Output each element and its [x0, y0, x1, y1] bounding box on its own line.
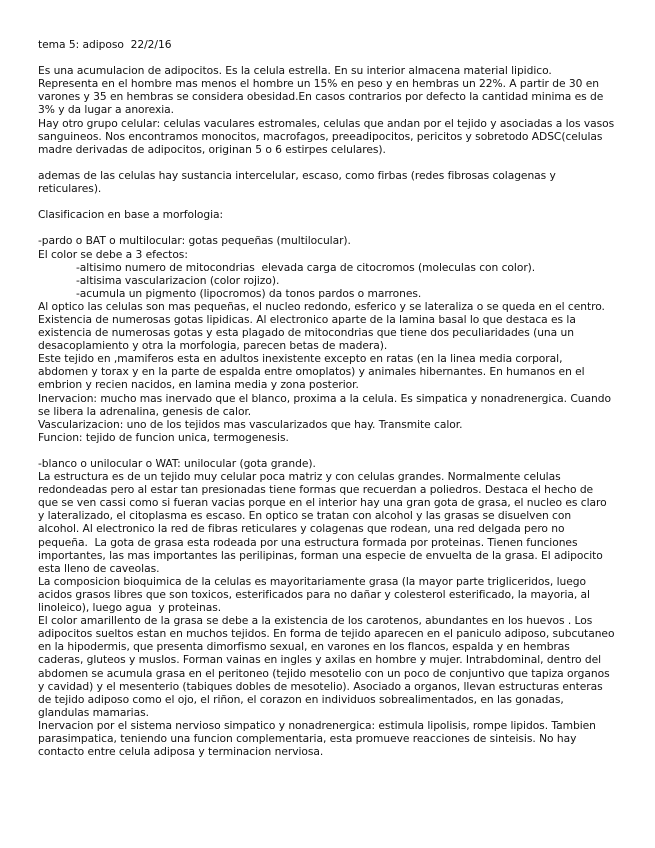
text-line: importantes, las mas importantes las perilipinas, forman una especie de envuelta de la grasa. El adipocito	[38, 548, 603, 562]
text-line: Es una acumulacion de adipocitos. Es la celula estrella. En su interior almacena material lipidico.	[38, 64, 552, 78]
text-line: Este tejido en ,mamiferos esta en adultos inexistente excepto en ratas (en la linea media corporal,	[38, 352, 563, 366]
text-line: caderas, gluteos y muslos. Forman vainas en ingles y axilas en hombre y mujer. Intrabdominal, dentro del	[38, 653, 602, 667]
text-line: pequeña. La gota de grasa esta rodeada por una estructura formada por proteinas. Tienen funciones	[38, 535, 578, 549]
text-line: linoleico), luego agua y proteinas.	[38, 601, 222, 615]
indented-text-line: -altisima vascularizacion (color rojizo).	[76, 273, 280, 287]
text-line: El color se debe a 3 efectos:	[38, 247, 188, 261]
blank-line	[38, 444, 623, 457]
text-line: varones y 35 en hembras se considera obesidad.En casos contrarios por defecto la cantidad minima es de	[38, 90, 604, 104]
text-line: 3% y da lugar a anorexia.	[38, 103, 175, 117]
blank-line	[38, 221, 623, 234]
text-line: desacoplamiento y otra la morfologia, parecen betas de madera).	[38, 339, 388, 353]
text-line: Existencia de numerosas gotas lipidicas. Al electronico aparte de la lamina basal lo que destaca es la	[38, 312, 576, 326]
text-line: abdomen se acumula grasa en el peritoneo (tejido mesotelio con un poco de conjuntivo que tapiza organos	[38, 666, 610, 680]
text-line: reticulares).	[38, 182, 102, 196]
text-line: redondeadas pero al estar tan presionadas tiene formas que recuerdan a poliedros. Destaca el hecho de	[38, 483, 594, 497]
indented-text-line: -acumula un pigmento (lipocromos) da tonos pardos o marrones.	[76, 286, 422, 300]
text-line: Clasificacion en base a morfologia:	[38, 208, 224, 222]
text-line: contacto entre celula adiposa y terminacion nerviosa.	[38, 745, 324, 759]
blank-line	[38, 195, 623, 208]
text-line: glandulas mamarias.	[38, 705, 149, 719]
text-line: que se ven cassi como si fueran vacias porque en el interior hay una gran gota de grasa, el nucleo es claro	[38, 496, 607, 510]
text-line: de tejido adiposo como el ojo, el riñon, el corazon en individuos sobrealimentados, en las gonadas,	[38, 692, 564, 706]
text-line: alcohol. Al electronico la red de fibras reticulares y colagenas que rodean, una red delgada pero no	[38, 522, 565, 536]
text-line: Vascularizacion: uno de los tejidos mas vascularizados que hay. Transmite calor.	[38, 417, 463, 431]
text-line: existencia de numerosas gotas y esta plagado de mitocondrias que tiene dos peculiaridades (una un	[38, 326, 574, 340]
text-line: ademas de las celulas hay sustancia intercelular, escaso, como firbas (redes fibrosas colagenas y	[38, 168, 556, 182]
indented-text-line: -altisimo numero de mitocondrias elevada carga de citocromos (moleculas con color).	[76, 260, 536, 274]
blank-line	[38, 156, 623, 169]
text-line: -blanco o unilocular o WAT: unilocular (gota grande).	[38, 457, 316, 470]
text-line: El color amarillento de la grasa se debe a la existencia de los carotenos, abundantes en los huevos . Los	[38, 614, 593, 628]
blank-line	[38, 51, 623, 64]
text-line: esta lleno de caveolas.	[38, 561, 160, 575]
text-line: se libera la adrenalina, genesis de calor.	[38, 404, 252, 418]
text-line: adipocitos sueltos estan en muchos tejidos. En forma de tejido aparecen en el paniculo adiposo, subcutaneo	[38, 627, 615, 641]
text-line: Funcion: tejido de funcion unica, termogenesis.	[38, 430, 289, 444]
document-title: tema 5: adiposo 22/2/16	[38, 38, 172, 51]
text-line: y lateralizado, el citoplasma es escaso. En optico se tratan con alcohol y las grasas se disuelven con	[38, 509, 572, 523]
text-line: La estructura es de un tejido muy celular poca matriz y con celulas grandes. Normalmente celulas	[38, 470, 561, 484]
text-line: madre derivadas de adipocitos, originan 5 o 6 estirpes celulares).	[38, 142, 386, 156]
text-line: parasimpatica, teniendo una funcion complementaria, esta promueve reacciones de sinteisis. No hay	[38, 731, 577, 745]
text-line: y cavidad) y el mesenterio (tabiques dobles de mesotelio). Asociado a organos, llevan estructuras enteras	[38, 679, 603, 693]
text-line: en la hipodermis, que presenta dimorfismo sexual, en varones en los flancos, espalda y en hembras	[38, 640, 570, 654]
text-line: La composicion bioquimica de la celulas es mayoritariamente grasa (la mayor parte trigliceridos, luego	[38, 574, 586, 588]
text-line: Hay otro grupo celular: celulas vaculares estromales, celulas que andan por el tejido y asociadas a los vasos	[38, 116, 615, 130]
text-line: embrion y recien nacidos, en lamina media y zona posterior.	[38, 378, 359, 392]
text-line: Representa en el hombre mas menos el hombre un 15% en peso y en hembras un 22%. A partir de 30 en	[38, 77, 599, 91]
document-body	[38, 51, 623, 758]
text-line: sanguineos. Nos encontramos monocitos, macrofagos, preeadipocitos, pericitos y sobretodo ADSC(celulas	[38, 129, 603, 143]
text-line: Inervacion por el sistema nervioso simpatico y nonadrenergica: estimula lipolisis, rompe lipidos. Tambien	[38, 718, 596, 732]
text-line: -pardo o BAT o multilocular: gotas pequeñas (multilocular).	[38, 234, 351, 248]
text-line: Inervacion: mucho mas inervado que el blanco, proxima a la celula. Es simpatica y nonadrenergica. Cuando	[38, 391, 611, 405]
text-line: abdomen y torax y en la parte de espalda entre omoplatos) y animales hibernantes. En humanos en el	[38, 365, 585, 379]
text-line: acidos grasos libres que son toxicos, esterificados para no dañar y colesterol esterificado, la mayoria, al	[38, 587, 590, 601]
text-line: Al optico las celulas son mas pequeñas, el nucleo redondo, esferico y se lateraliza o se queda en el centro.	[38, 299, 605, 313]
document-page	[38, 38, 623, 758]
